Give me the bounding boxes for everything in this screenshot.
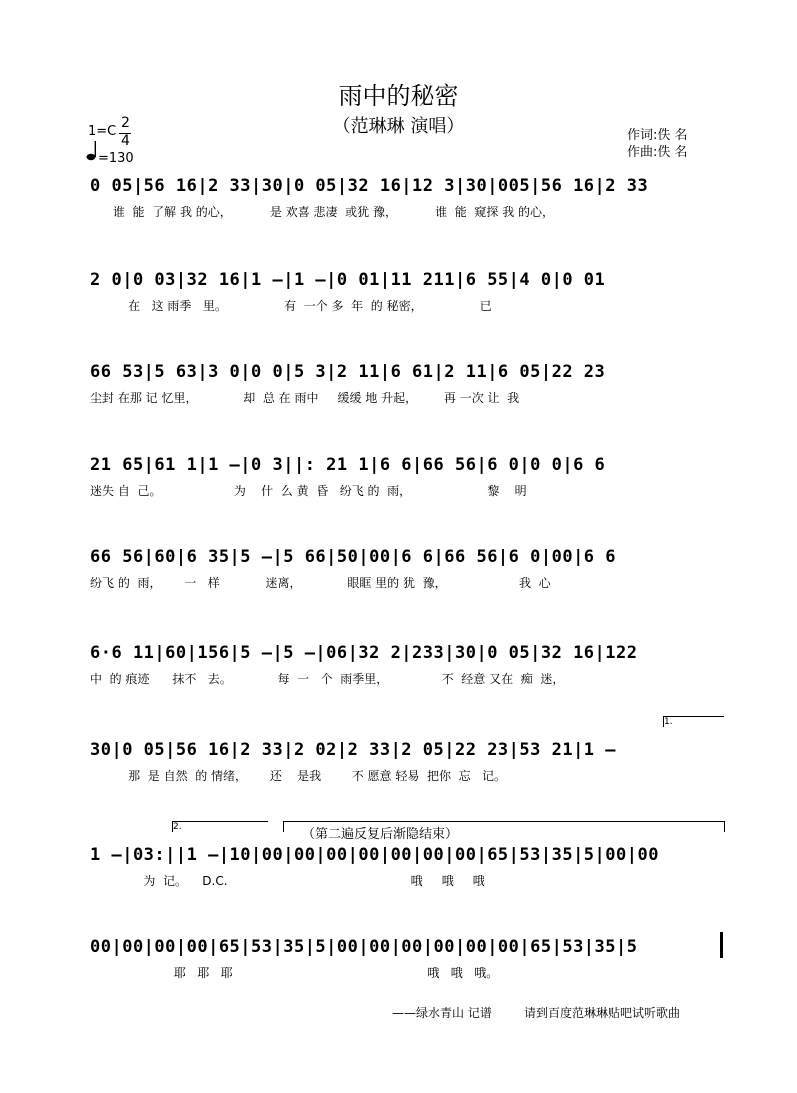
- final-barline: [720, 932, 723, 958]
- lyric-line: 耶 耶 耶 哦 哦 哦。: [90, 966, 499, 980]
- second-ending-bracket: [172, 821, 268, 832]
- composer-credit: 作曲:佚 名: [627, 145, 688, 160]
- notation-line: 6·6 11|60|156|5 –|5 –|06|32 2|233|30|0 05|32 16|122: [90, 643, 638, 663]
- repeat-fade-note: （第二遍反复后渐隐结束）: [300, 823, 460, 842]
- staff-row: [90, 845, 730, 915]
- notation-line: 0 05|56 16|2 33|30|0 05|32 16|12 3|30|005|56 16|2 33: [90, 176, 649, 196]
- quarter-note-icon: [86, 141, 98, 161]
- staff-row: [90, 455, 730, 525]
- staff-row: [90, 176, 730, 246]
- notation-line: 1 –|03:||1 –|10|00|00|00|00|00|00|00|65|53|35|5|00|00: [90, 845, 659, 865]
- lyricist-credit: 作词:佚 名: [627, 128, 688, 143]
- notation-line: 66 56|60|6 35|5 –|5 66|50|00|6 6|66 56|6 0|00|6 6: [90, 547, 617, 567]
- lyric-line: 那 是 自然 的 情绪， 还 是我 不 愿意 轻易 把你 忘 记。: [90, 769, 507, 783]
- first-ending-label: 1.: [664, 717, 673, 727]
- notation-line: 2 0|0 03|32 16|1 –|1 –|0 01|11 211|6 55|4 0|0 01: [90, 270, 606, 290]
- song-title: 雨中的秘密: [338, 82, 459, 110]
- lyric-line: 谁 能 了解 我 的心， 是 欢喜 悲凄 或犹 豫， 谁 能 窥探 我 的心，: [90, 205, 555, 219]
- key-signature: 1=C: [88, 124, 117, 139]
- lyric-line: 在 这 雨季 里。 有 一个 多 年 的 秘密， 已: [90, 299, 492, 313]
- lyric-line: 尘封 在那 记 忆里， 却 总 在 雨中 缓缓 地 升起， 再 一次 让 我: [90, 391, 520, 405]
- lyric-line: 中 的 痕迹 抹不 去。 每 一 个 雨季里， 不 经意 又在 痴 迷，: [90, 672, 565, 686]
- staff-row: [90, 740, 730, 810]
- tempo-marking: =130: [98, 151, 134, 166]
- time-signature-top: 2: [121, 115, 130, 131]
- notation-line: 66 53|5 63|3 0|0 0|5 3|2 11|6 61|2 11|6 05|22 23: [90, 362, 606, 382]
- lyric-line: 为 记。 D.C. 哦 哦 哦: [90, 874, 485, 888]
- staff-row: [90, 937, 730, 1007]
- staff-row: [90, 270, 730, 340]
- song-subtitle: （范琳琳 演唱）: [332, 116, 465, 137]
- staff-row: [90, 362, 730, 432]
- second-ending-label: 2.: [173, 822, 182, 832]
- lyric-line: 迷失 自 己。 为 什 么 黄 昏 纷飞 的 雨， 黎 明: [90, 484, 527, 498]
- notation-line: 21 65|61 1|1 –|0 3||: 21 1|6 6|66 56|6 0|0 0|6 6: [90, 455, 606, 475]
- transcriber-credit: ——绿水青山 记谱: [392, 1006, 492, 1020]
- listen-note: 请到百度范琳琳贴吧试听歌曲: [524, 1006, 681, 1020]
- notation-line: 00|00|00|00|65|53|35|5|00|00|00|00|00|00|65|53|35|5: [90, 937, 638, 957]
- lyric-line: 纷飞 的 雨， 一 样 迷离， 眼眶 里的 犹 豫， 我 心: [90, 576, 551, 590]
- staff-row: [90, 547, 730, 617]
- first-ending-bracket: [663, 716, 724, 727]
- time-signature-bottom: 4: [121, 133, 130, 149]
- staff-row: [90, 643, 730, 713]
- notation-line: 30|0 05|56 16|2 33|2 02|2 33|2 05|22 23|53 21|1 –: [90, 740, 617, 760]
